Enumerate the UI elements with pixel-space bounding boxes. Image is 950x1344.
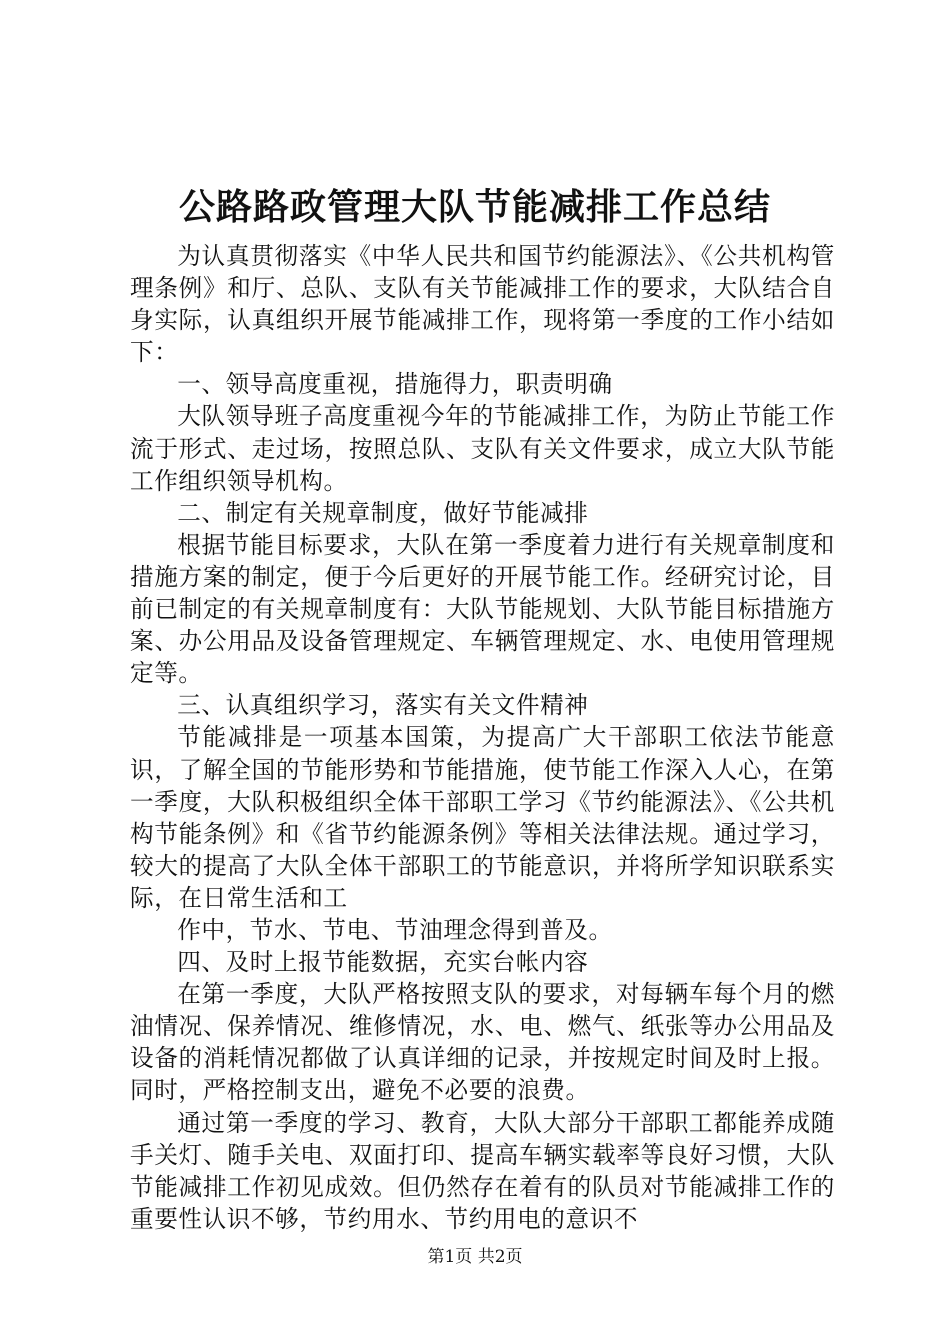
paragraph-intro: 为认真贯彻落实《中华人民共和国节约能源法》、《公共机构管理条例》和厅、总队、支队有关节能减排工作的要求，大队结合自身实际，认真组织开展节能减排工作，现将第一季度的工作小结如下： [130,242,835,367]
section-heading-1: 一、领导高度重视，措施得力，职责明确 [177,370,613,399]
paragraph-section-3: 节能减排是一项基本国策，为提高广大干部职工依法节能意识，了解全国的节能形势和节能措施，使节能工作深入人心，在第一季度，大队积极组织全体干部职工学习《节约能源法》、《公共机构节能条例》和《省节约能源条例》等相关法律法规。通过学习，较大的提高了大队全体干部职工的节能意识，并将所学知识联系实际，在日常生活和工 [130,723,835,912]
section-heading-4: 四、及时上报节能数据，充实台帐内容 [177,948,589,977]
document-title: 公路路政管理大队节能减排工作总结 [178,186,771,228]
paragraph-section-2: 根据节能目标要求，大队在第一季度着力进行有关规章制度和措施方案的制定，便于今后更好的开展节能工作。经研究讨论，目前已制定的有关规章制度有：大队节能规划、大队节能目标措施方案、办公用品及设备管理规定、车辆管理规定、水、电使用管理规定等。 [130,530,835,688]
paragraph-section-4: 在第一季度，大队严格按照支队的要求，对每辆车每个月的燃油情况、保养情况、维修情况，水、电、燃气、纸张等办公用品及设备的消耗情况都做了认真详细的记录，并按规定时间及时上报。同时，严格控制支出，避免不必要的浪费。 [130,980,835,1105]
paragraph-summary: 通过第一季度的学习、教育，大队大部分干部职工都能养成随手关灯、随手关电、双面打印、提高车辆实载率等良好习惯，大队节能减排工作初见成效。但仍然存在着有的队员对节能减排工作的重要性认识不够，节约用水、节约用电的意识不 [130,1108,835,1233]
document-body [130,240,835,1235]
page-number-footer: 第1页 共2页 [427,1247,523,1267]
section-heading-3: 三、认真组织学习，落实有关文件精神 [177,691,589,720]
paragraph-section-3-continued: 作中，节水、节电、节油理念得到普及。 [177,915,613,944]
section-heading-2: 二、制定有关规章制度，做好节能减排 [177,498,589,527]
paragraph-section-1: 大队领导班子高度重视今年的节能减排工作，为防止节能工作流于形式、走过场，按照总队、支队有关文件要求，成立大队节能工作组织领导机构。 [130,402,835,495]
